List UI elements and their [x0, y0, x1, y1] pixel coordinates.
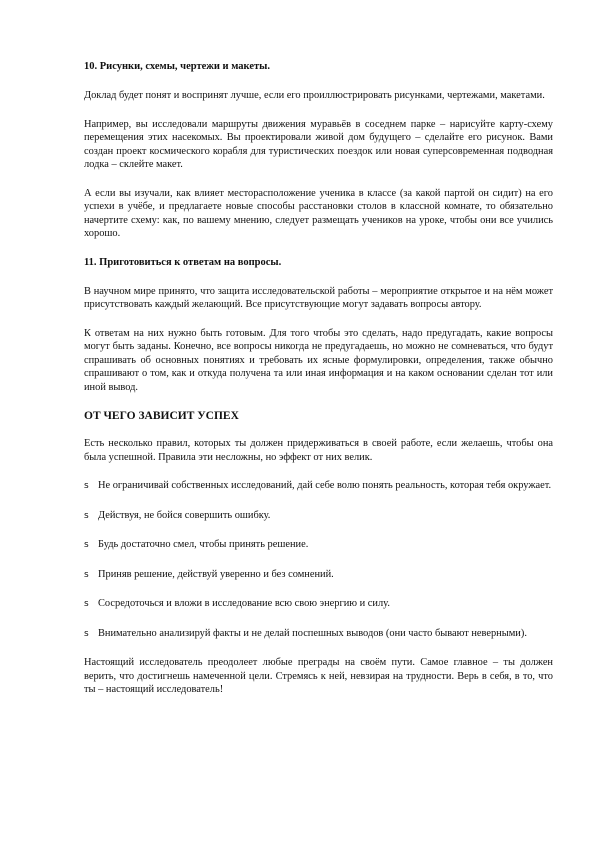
section-10-paragraph: А если вы изучали, как влияет месторасположение ученика в классе (за какой партой он сидит) на его успехи в учёбе, и предлагаете новые способы расстановки столов в классной комнате, то обязательно начертите схему: как, по вашему мнению, следует размещать учеников на уроке, чтобы они все учились хорошо.	[84, 187, 553, 239]
rule-text: Сосредоточься и вложи в исследование всю свою энергию и силу.	[98, 598, 390, 609]
section-11-paragraph: К ответам на них нужно быть готовым. Для того чтобы это сделать, надо предугадать, какие вопросы могут быть заданы. Конечно, все вопросы никогда не предугадаешь, но можно не сомневаться, что будут спрашивать об основных понятиях и требовать их ясные формулировки, определения, также обычно спрашивают о том, как и откуда получена та или иная информация и на каком основании сделан тот или иной вывод.	[84, 327, 553, 393]
rule-text: Будь достаточно смел, чтобы принять решение.	[98, 539, 309, 550]
success-closing: Настоящий исследователь преодолеет любые преграды на своём пути. Самое главное – ты должен верить, что достигнешь намеченной цели. Стремясь к ней, невзирая на трудности. Верь в себя, в то, что ты – настоящий исследователь!	[84, 657, 553, 695]
rule-text: Приняв решение, действуй уверенно и без сомнений.	[98, 568, 334, 580]
section-11-heading: 11. Приготовиться к ответам на вопросы.	[84, 256, 282, 268]
rule-text: Действуя, не бойся совершить ошибку.	[98, 509, 271, 521]
success-heading: ОТ ЧЕГО ЗАВИСИТ УСПЕХ	[84, 410, 239, 422]
bullet-marker-icon: s	[84, 569, 89, 580]
rule-item	[84, 479, 553, 494]
bullet-marker-icon: s	[84, 599, 89, 609]
section-10-paragraph: Например, вы исследовали маршруты движения муравьёв в соседнем парке – нарисуйте карту-схему перемещения этих насекомых. Вы проектировали живой дом будущего – сделайте его рисунок. Вами создан проект космического корабля для туристических поездок или новая суперсовременная подводная лодка – склейте макет.	[84, 118, 553, 170]
rule-text: Внимательно анализируй факты и не делай поспешных выводов (они часто бывают неверными).	[98, 627, 527, 639]
bullet-marker-icon: s	[84, 481, 89, 491]
rule-text: Не ограничивай собственных исследований, дай себе волю понять реальность, которая тебя окружает.	[98, 480, 552, 491]
rule-item	[84, 597, 553, 612]
bullet-marker-icon: s	[84, 510, 89, 521]
bullet-marker-icon: s	[84, 628, 89, 639]
rule-item	[84, 509, 553, 524]
success-intro: Есть несколько правил, которых ты должен придерживаться в своей работе, если желаешь, чтобы она была успешной. Правила эти несложны, но эффект от них велик.	[84, 438, 553, 463]
rule-item	[84, 568, 553, 583]
rule-item	[84, 538, 553, 553]
section-11-paragraph: В научном мире принято, что защита исследовательской работы – мероприятие открытое и на нём может присутствовать каждый желающий. Все присутствующие могут задавать вопросы автору.	[84, 285, 553, 310]
section-10-heading: 10. Рисунки, схемы, чертежи и макеты.	[84, 61, 270, 72]
bullet-marker-icon: s	[84, 540, 89, 550]
rule-item	[84, 627, 553, 642]
section-10-paragraph: Доклад будет понят и воспринят лучше, если его проиллюстрировать рисунками, чертежами, макетами.	[84, 90, 545, 101]
